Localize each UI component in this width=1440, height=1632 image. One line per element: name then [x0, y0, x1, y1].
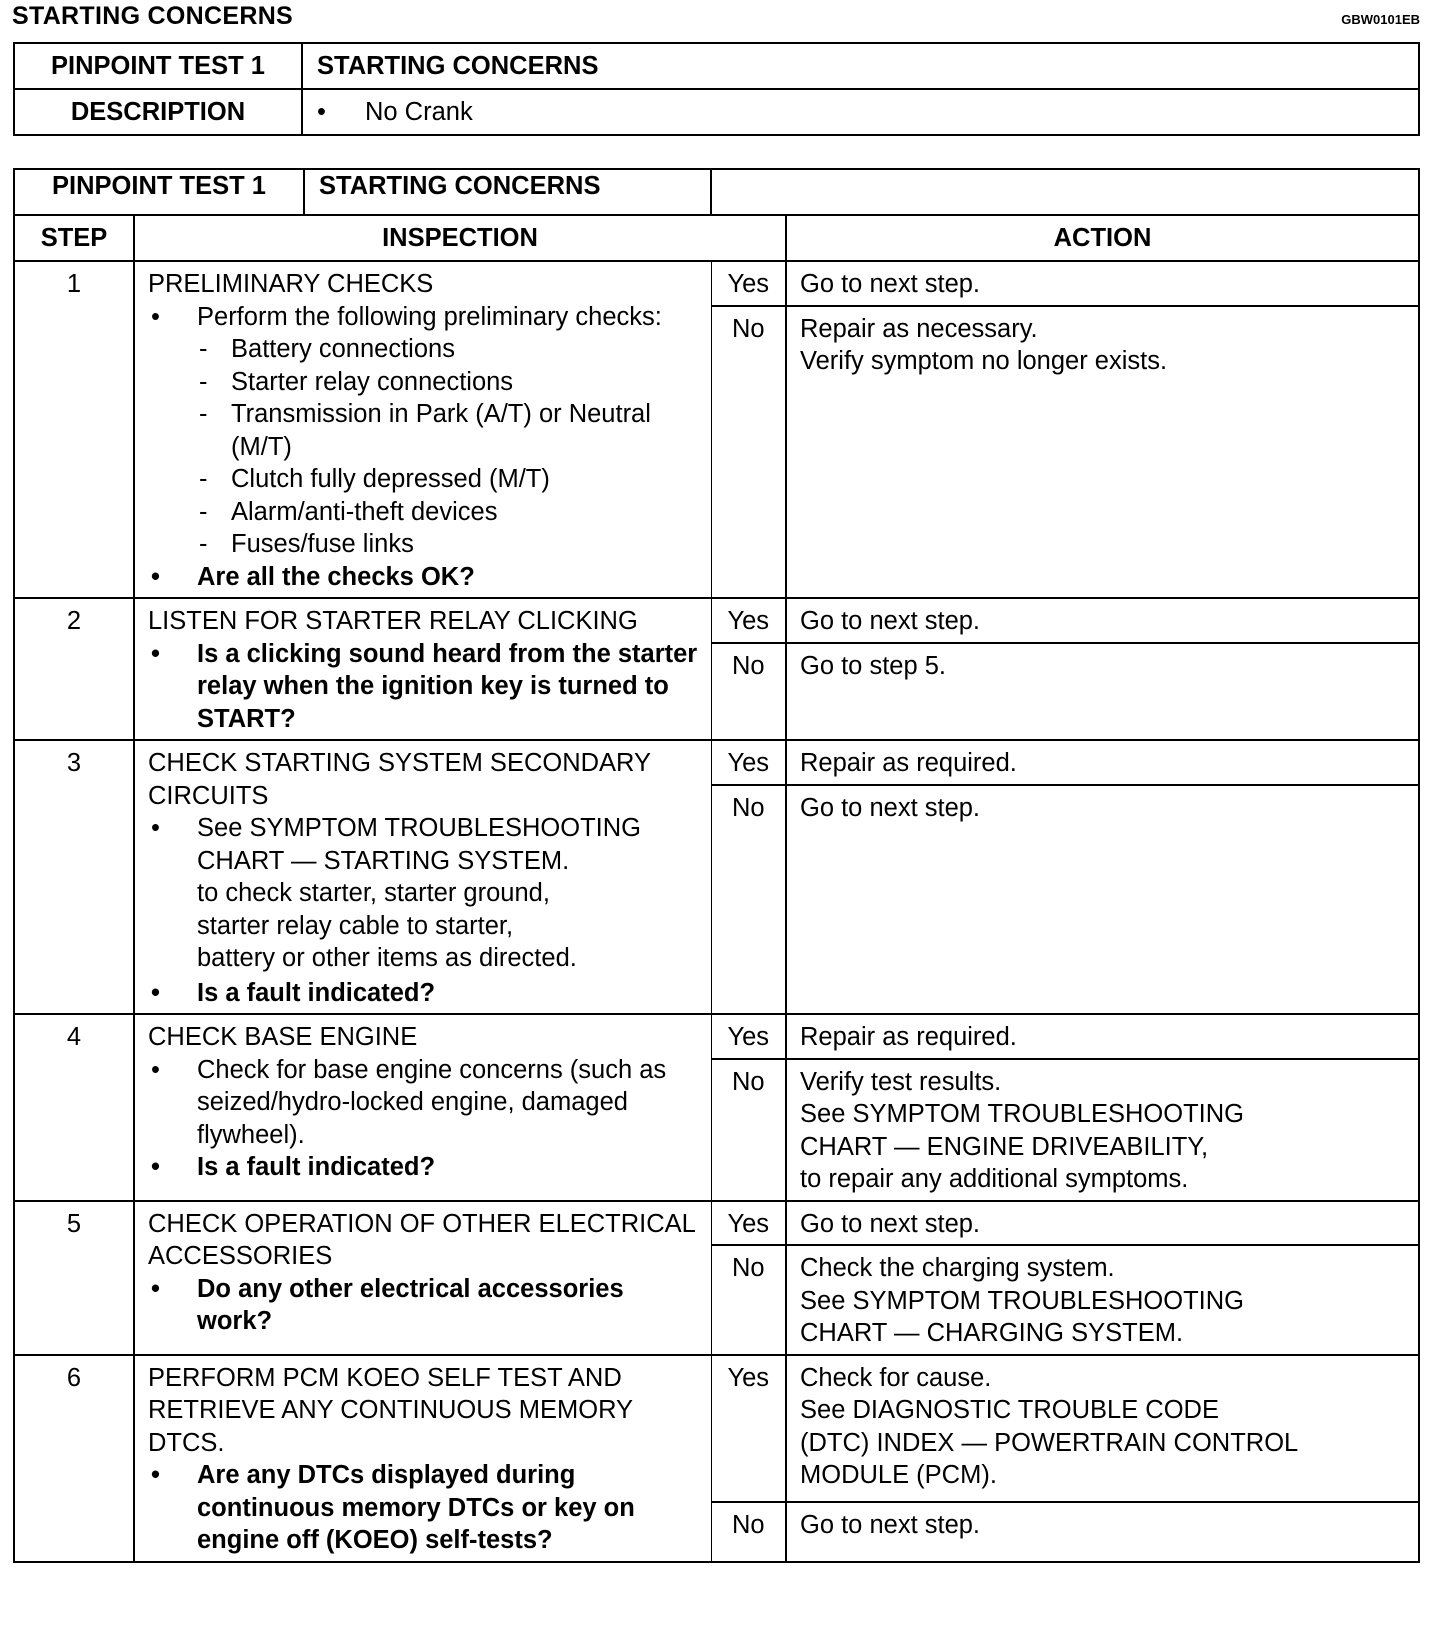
step-number: 2	[14, 598, 134, 740]
step-row	[14, 740, 1419, 785]
column-header-row	[14, 215, 1419, 261]
step-inspection	[134, 1355, 711, 1562]
main-header-row	[14, 169, 1419, 215]
step-title: PRELIMINARY CHECKS	[148, 270, 434, 298]
no-action	[786, 1245, 1419, 1355]
no-action-line: Verify test results.	[800, 1067, 1002, 1096]
step-question: • Are all the checks OK?	[148, 561, 703, 594]
description-label: DESCRIPTION	[14, 89, 302, 135]
yes-label: Yes	[711, 740, 786, 785]
step-number: 1	[14, 261, 134, 598]
pinpoint-test-name: STARTING CONCERNS	[302, 43, 1419, 89]
no-action-line: CHART — ENGINE DRIVEABILITY,	[800, 1132, 1209, 1161]
main-header-spacer	[711, 169, 1419, 215]
check-item: - Battery connections	[148, 333, 703, 366]
no-label: No	[711, 306, 786, 599]
step-title: PERFORM PCM KOEO SELF TEST AND RETRIEVE ANY CONTINUOUS MEMORY DTCS.	[148, 1363, 633, 1457]
step-question: • Is a fault indicated?	[148, 1151, 703, 1184]
yes-action: Repair as required.	[786, 740, 1419, 785]
col-header-inspection: INSPECTION	[134, 215, 786, 261]
main-test-name: STARTING CONCERNS	[319, 172, 601, 200]
step-title: CHECK BASE ENGINE	[148, 1023, 418, 1051]
step-title: CHECK STARTING SYSTEM SECONDARY CIRCUITS	[148, 749, 651, 810]
yes-action: Go to next step.	[786, 598, 1419, 643]
step-question: • Is a fault indicated?	[148, 977, 703, 1010]
no-action-line: to repair any additional symptoms.	[800, 1165, 1189, 1193]
document-code: GBW0101EB	[1341, 12, 1420, 27]
step-number: 3	[14, 740, 134, 1014]
yes-action-line: See DIAGNOSTIC TROUBLE CODE	[800, 1396, 1219, 1424]
no-action	[786, 306, 1419, 599]
inspection-bullet: • Check for base engine concerns (such as seized/hydro-locked engine, damaged flywheel).	[148, 1054, 703, 1152]
yes-label: Yes	[711, 1355, 786, 1502]
yes-action-line: MODULE (PCM).	[800, 1461, 997, 1489]
yes-label: Yes	[711, 598, 786, 643]
step-inspection	[134, 1014, 711, 1201]
yes-action: Go to next step.	[786, 1201, 1419, 1246]
no-action: Go to next step.	[786, 785, 1419, 1015]
summary-table	[13, 42, 1420, 136]
col-header-step: STEP	[14, 215, 134, 261]
yes-action: Go to next step.	[786, 261, 1419, 306]
step-row	[14, 598, 1419, 643]
check-item: - Alarm/anti-theft devices	[148, 496, 703, 529]
yes-label: Yes	[711, 261, 786, 306]
no-label: No	[711, 1245, 786, 1355]
description-bullet: •	[317, 97, 326, 126]
no-label: No	[711, 785, 786, 1015]
step-question: • Is a clicking sound heard from the starter relay when the ignition key is turned to START?	[148, 638, 703, 736]
summary-row-description	[14, 89, 1419, 135]
step-question: • Are any DTCs displayed during continuous memory DTCs or key on engine off (KOEO) self-tests?	[148, 1459, 703, 1557]
no-action-line: Repair as necessary.	[800, 314, 1038, 343]
no-label: No	[711, 1059, 786, 1201]
step-number: 5	[14, 1201, 134, 1355]
check-item: - Fuses/fuse links	[148, 528, 703, 561]
no-action-line: See SYMPTOM TROUBLESHOOTING	[800, 1100, 1244, 1128]
step-question: • Do any other electrical accessories work?	[148, 1273, 703, 1338]
main-test-label: PINPOINT TEST 1	[15, 170, 305, 214]
description-value	[302, 89, 1419, 135]
check-item: - Clutch fully depressed (M/T)	[148, 463, 703, 496]
step-inspection	[134, 598, 711, 740]
no-label: No	[711, 643, 786, 741]
step-row	[14, 1014, 1419, 1059]
summary-row-test	[14, 43, 1419, 89]
yes-action	[786, 1355, 1419, 1502]
step-row	[14, 1355, 1419, 1502]
yes-label: Yes	[711, 1201, 786, 1246]
yes-action-line: (DTC) INDEX — POWERTRAIN CONTROL	[800, 1428, 1299, 1457]
step-title: LISTEN FOR STARTER RELAY CLICKING	[148, 607, 638, 635]
inspection-bullet: • See SYMPTOM TROUBLESHOOTING CHART — STARTING SYSTEM.	[148, 812, 703, 877]
no-action-line: See SYMPTOM TROUBLESHOOTING	[800, 1286, 1244, 1315]
no-action: Go to next step.	[786, 1502, 1419, 1562]
step-inspection	[134, 740, 711, 1014]
no-action: Go to step 5.	[786, 643, 1419, 741]
check-item: - Starter relay connections	[148, 366, 703, 399]
step-title: CHECK OPERATION OF OTHER ELECTRICAL ACCESSORIES	[148, 1209, 695, 1270]
no-label: No	[711, 1502, 786, 1562]
page-title: STARTING CONCERNS	[12, 2, 294, 30]
description-text: No Crank	[365, 97, 473, 126]
yes-action: Repair as required.	[786, 1014, 1419, 1059]
step-inspection	[134, 261, 711, 598]
step-number: 4	[14, 1014, 134, 1201]
pinpoint-test-label: PINPOINT TEST 1	[14, 43, 302, 89]
no-action	[786, 1059, 1419, 1201]
step-row	[14, 261, 1419, 306]
step-inspection	[134, 1201, 711, 1355]
inspection-bullet: • Perform the following preliminary checks:	[148, 301, 703, 334]
col-header-action: ACTION	[786, 215, 1419, 261]
step-number: 6	[14, 1355, 134, 1562]
no-action-line: CHART — CHARGING SYSTEM.	[800, 1319, 1184, 1347]
inspection-continuation: battery or other items as directed.	[197, 944, 577, 972]
check-item: - Transmission in Park (A/T) or Neutral (M/T)	[148, 398, 703, 463]
inspection-continuation: starter relay cable to starter,	[197, 911, 514, 940]
inspection-continuation: to check starter, starter ground,	[197, 879, 550, 907]
pinpoint-test-table	[13, 168, 1420, 1563]
main-test-label-cell	[14, 169, 711, 215]
no-action-line: Check the charging system.	[800, 1254, 1115, 1282]
no-action-line: Verify symptom no longer exists.	[800, 347, 1168, 375]
yes-action-line: Check for cause.	[800, 1363, 992, 1392]
yes-label: Yes	[711, 1014, 786, 1059]
step-row	[14, 1201, 1419, 1246]
